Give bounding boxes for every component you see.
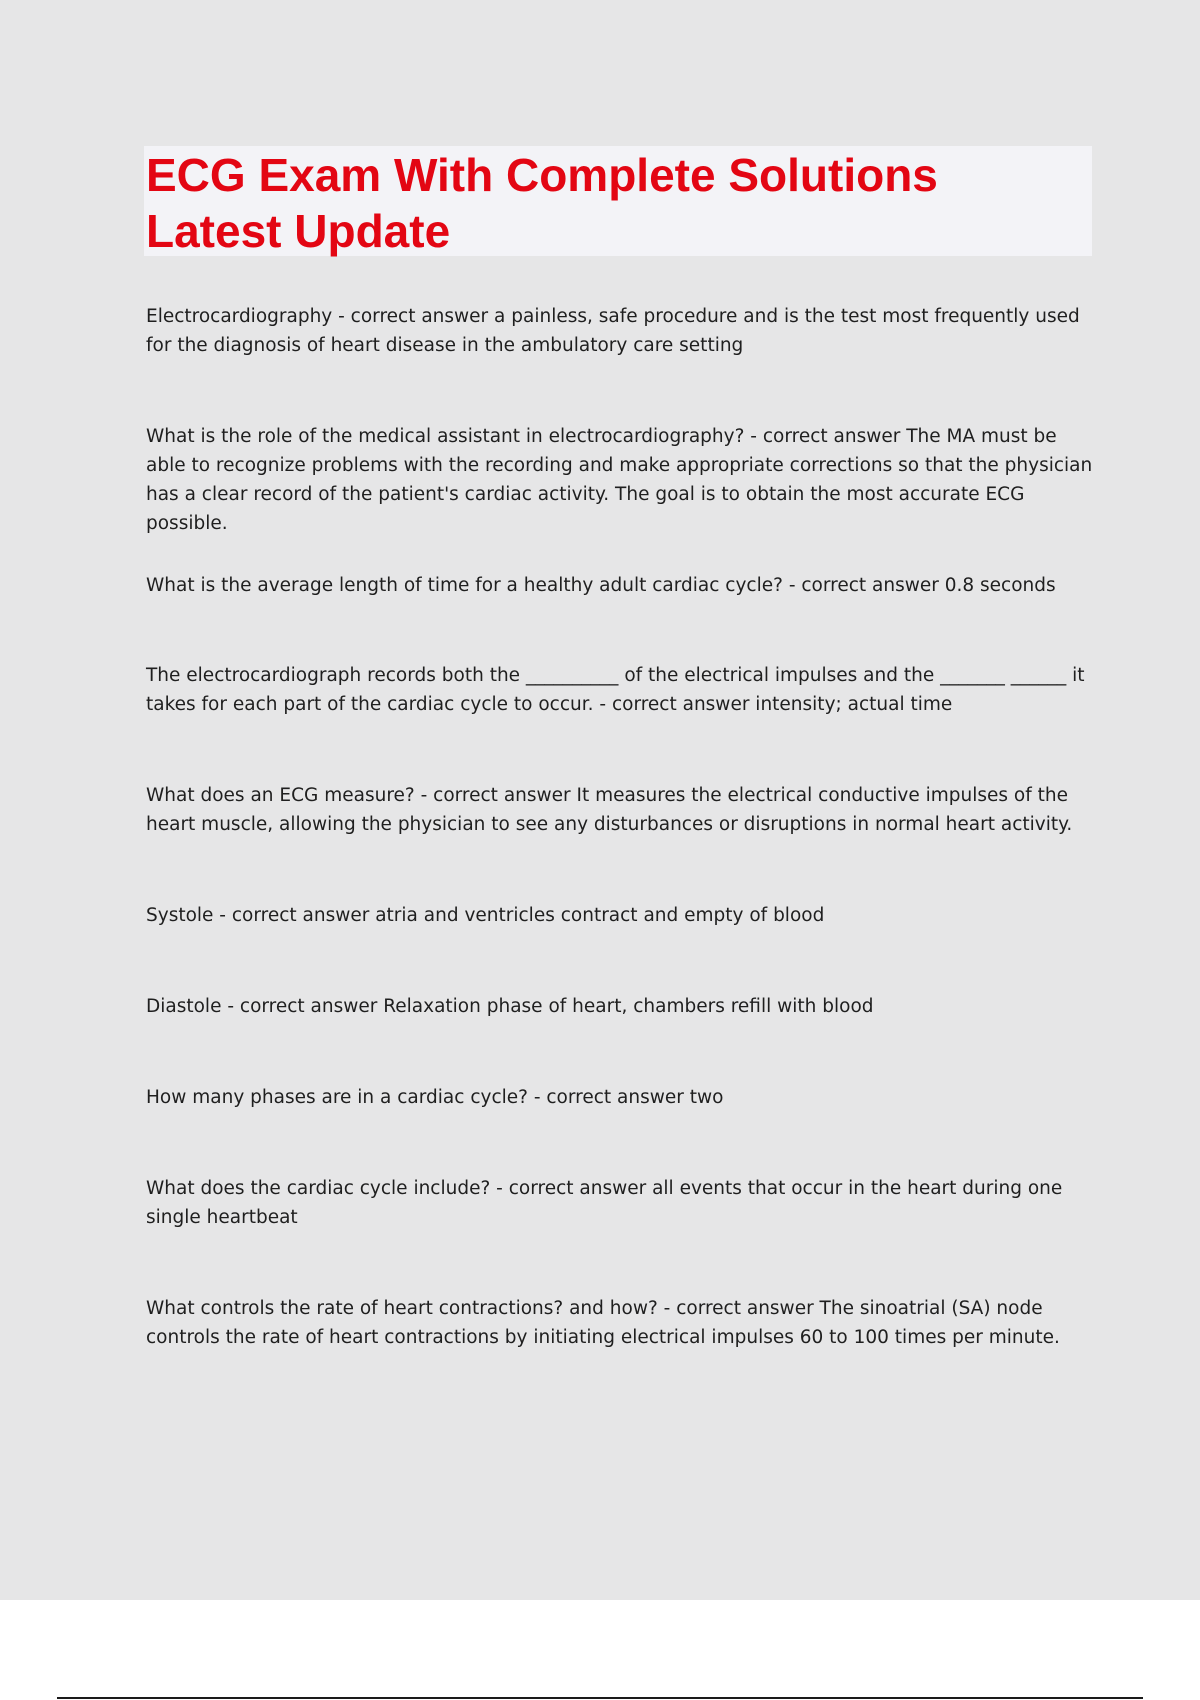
document-title [146, 146, 1092, 259]
title-banner [144, 146, 1092, 256]
qa-item-phases: How many phases are in a cardiac cycle? - correct answer two [146, 1087, 724, 1108]
qa-item-electrocardiography: Electrocardiography - correct answer a painless, safe procedure and is the test most frequently used for the diagnosis of heart disease in the ambulatory care setting [146, 306, 1080, 356]
qa-item-diastole: Diastole - correct answer Relaxation phase of heart, chambers refill with blood [146, 996, 874, 1017]
qa-item-cycle-include: What does the cardiac cycle include? - correct answer all events that occur in the heart during one single heartbeat [146, 1178, 1063, 1228]
title-line-1: ECG Exam With Complete Solutions [146, 149, 938, 201]
qa-item-cycle-length: What is the average length of time for a healthy adult cardiac cycle? - correct answer 0.8 seconds [146, 575, 1056, 596]
qa-item-ecg-measure: What does an ECG measure? - correct answer It measures the electrical conductive impulses of the heart muscle, allowing the physician to see any disturbances or disruptions in normal heart activity. [146, 785, 1073, 835]
qa-item-systole: Systole - correct answer atria and ventricles contract and empty of blood [146, 905, 825, 926]
qa-item-rate-control: What controls the rate of heart contractions? and how? - correct answer The sinoatrial (SA) node controls the rate of heart contractions by initiating electrical impulses 60 to 100 times per minute. [146, 1298, 1060, 1348]
footer-rule [57, 1697, 1143, 1699]
qa-item-ma-role: What is the role of the medical assistant in electrocardiography? - correct answer The MA must be able to recognize problems with the recording and make appropriate corrections so that the physician has a clear record of the patient's cardiac activity. The goal is to obtain the most accurate ECG possible. [146, 426, 1093, 534]
qa-item-recording: The electrocardiograph records both the __________ of the electrical impulses and the _______ ______ it takes for each part of the cardiac cycle to occur. - correct answer intensity; actual time [146, 665, 1085, 715]
title-line-2: Latest Update [146, 205, 451, 257]
